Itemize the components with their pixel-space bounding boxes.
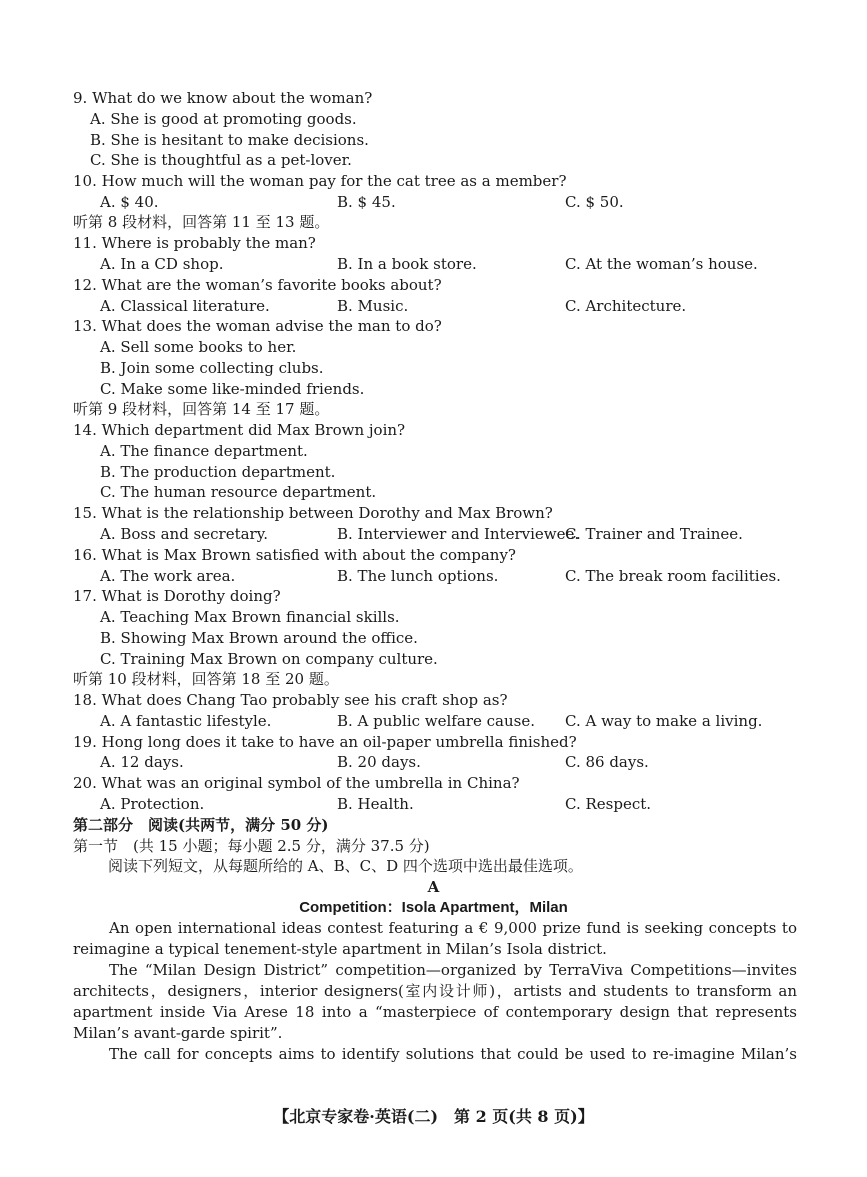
question-15-options [100,524,800,544]
question-17-option-a: A. Teaching Max Brown financial skills. [100,608,400,626]
question-9-stem: 9. What do we know about the woman? [73,89,373,107]
question-20-options [100,794,800,814]
question-10-options [100,192,800,212]
question-12-option-a: A. Classical literature. [100,297,270,315]
question-14-stem: 14. Which department did Max Brown join? [73,421,406,439]
reading-instruction: 阅读下列短文，从每题所给的 A、B、C、D 四个选项中选出最佳选项。 [108,857,583,875]
question-15-stem: 15. What is the relationship between Dorothy and Max Brown? [73,504,553,522]
instruction-section-8: 听第 8 段材料，回答第 11 至 13 题。 [73,213,330,231]
question-17-stem: 17. What is Dorothy doing? [73,587,281,605]
question-12-option-b: B. Music. [337,297,409,315]
part-two-heading: 第二部分 阅读(共两节，满分 50 分) [73,816,329,834]
question-18-option-c: C. A way to make a living. [565,712,763,730]
question-16-options [100,566,800,586]
question-18-option-a: A. A fantastic lifestyle. [100,712,272,730]
question-19-stem: 19. Hong long does it take to have an oil-paper umbrella finished? [73,733,577,751]
paragraph-3-line-1: The call for concepts aims to identify solutions that could be used to re-imagine Milan’s [109,1045,797,1063]
question-11-option-a: A. In a CD shop. [100,255,224,273]
question-10-stem: 10. How much will the woman pay for the cat tree as a member? [73,172,567,190]
paragraph-2-line-1: The “Milan Design District” competition—organized by TerraViva Competitions—invites [109,961,797,979]
question-13-stem: 13. What does the woman advise the man to do? [73,317,442,335]
question-20-option-c: C. Respect. [565,795,652,813]
passage-paragraph-2 [73,960,797,1044]
question-12-option-c: C. Architecture. [565,297,687,315]
question-10-option-b: B. $ 45. [337,193,396,211]
question-15-option-c: C. Trainer and Trainee. [565,525,743,543]
page-footer: 【北京专家卷·英语(二) 第 2 页(共 8 页)】 [273,1107,594,1126]
passage-paragraph-3 [73,1044,797,1065]
question-12-stem: 12. What are the woman’s favorite books about? [73,276,442,294]
question-19-option-c: C. 86 days. [565,753,649,771]
question-14-option-a: A. The finance department. [100,442,308,460]
question-14-option-b: B. The production department. [100,463,336,481]
question-15-option-b: B. Interviewer and Interviewee. [337,525,580,543]
question-20-stem: 20. What was an original symbol of the umbrella in China? [73,774,520,792]
passage-letter: A [427,878,440,896]
question-14-option-c: C. The human resource department. [100,483,377,501]
question-16-option-a: A. The work area. [100,567,236,585]
question-9-option-a: A. She is good at promoting goods. [90,110,357,128]
instruction-section-9: 听第 9 段材料，回答第 14 至 17 题。 [73,400,330,418]
question-13-option-c: C. Make some like-minded friends. [100,380,365,398]
question-18-options [100,711,800,731]
passage-paragraph-1 [73,918,797,960]
question-19-option-a: A. 12 days. [100,753,184,771]
paragraph-2-line-2: architects，designers，interior designers(室内设计师)，artists and students to transform an [73,982,797,1000]
question-20-option-a: A. Protection. [100,795,205,813]
passage-title: Competition：Isola Apartment，Milan [299,899,568,916]
paragraph-2-line-4: Milan’s avant-garde spirit”. [73,1024,283,1042]
section-one-heading: 第一节 (共 15 小题；每小题 2.5 分，满分 37.5 分) [73,837,430,855]
question-20-option-b: B. Health. [337,795,414,813]
question-15-option-a: A. Boss and secretary. [100,525,268,543]
question-18-option-b: B. A public welfare cause. [337,712,535,730]
question-11-option-b: B. In a book store. [337,255,477,273]
question-12-options [100,296,800,316]
question-19-options [100,752,800,772]
question-17-option-c: C. Training Max Brown on company culture. [100,650,438,668]
paragraph-1-line-1: An open international ideas contest featuring a € 9,000 prize fund is seeking concepts to [109,919,797,937]
question-9-option-c: C. She is thoughtful as a pet-lover. [90,151,352,169]
instruction-section-10: 听第 10 段材料，回答第 18 至 20 题。 [73,670,339,688]
question-16-stem: 16. What is Max Brown satisfied with about the company? [73,546,516,564]
question-19-option-b: B. 20 days. [337,753,421,771]
question-16-option-c: C. The break room facilities. [565,567,781,585]
question-16-option-b: B. The lunch options. [337,567,499,585]
question-9-option-b: B. She is hesitant to make decisions. [90,131,369,149]
question-10-option-a: A. $ 40. [100,193,159,211]
question-11-stem: 11. Where is probably the man? [73,234,316,252]
question-10-option-c: C. $ 50. [565,193,624,211]
question-18-stem: 18. What does Chang Tao probably see his craft shop as? [73,691,508,709]
paragraph-2-line-3: apartment inside Via Arese 18 into a “masterpiece of contemporary design that represents [73,1003,797,1021]
question-11-options [100,254,800,274]
question-13-option-a: A. Sell some books to her. [100,338,297,356]
question-13-option-b: B. Join some collecting clubs. [100,359,324,377]
question-17-option-b: B. Showing Max Brown around the office. [100,629,418,647]
paragraph-1-line-2: reimagine a typical tenement-style apartment in Milan’s Isola district. [73,940,607,958]
question-11-option-c: C. At the woman’s house. [565,255,758,273]
